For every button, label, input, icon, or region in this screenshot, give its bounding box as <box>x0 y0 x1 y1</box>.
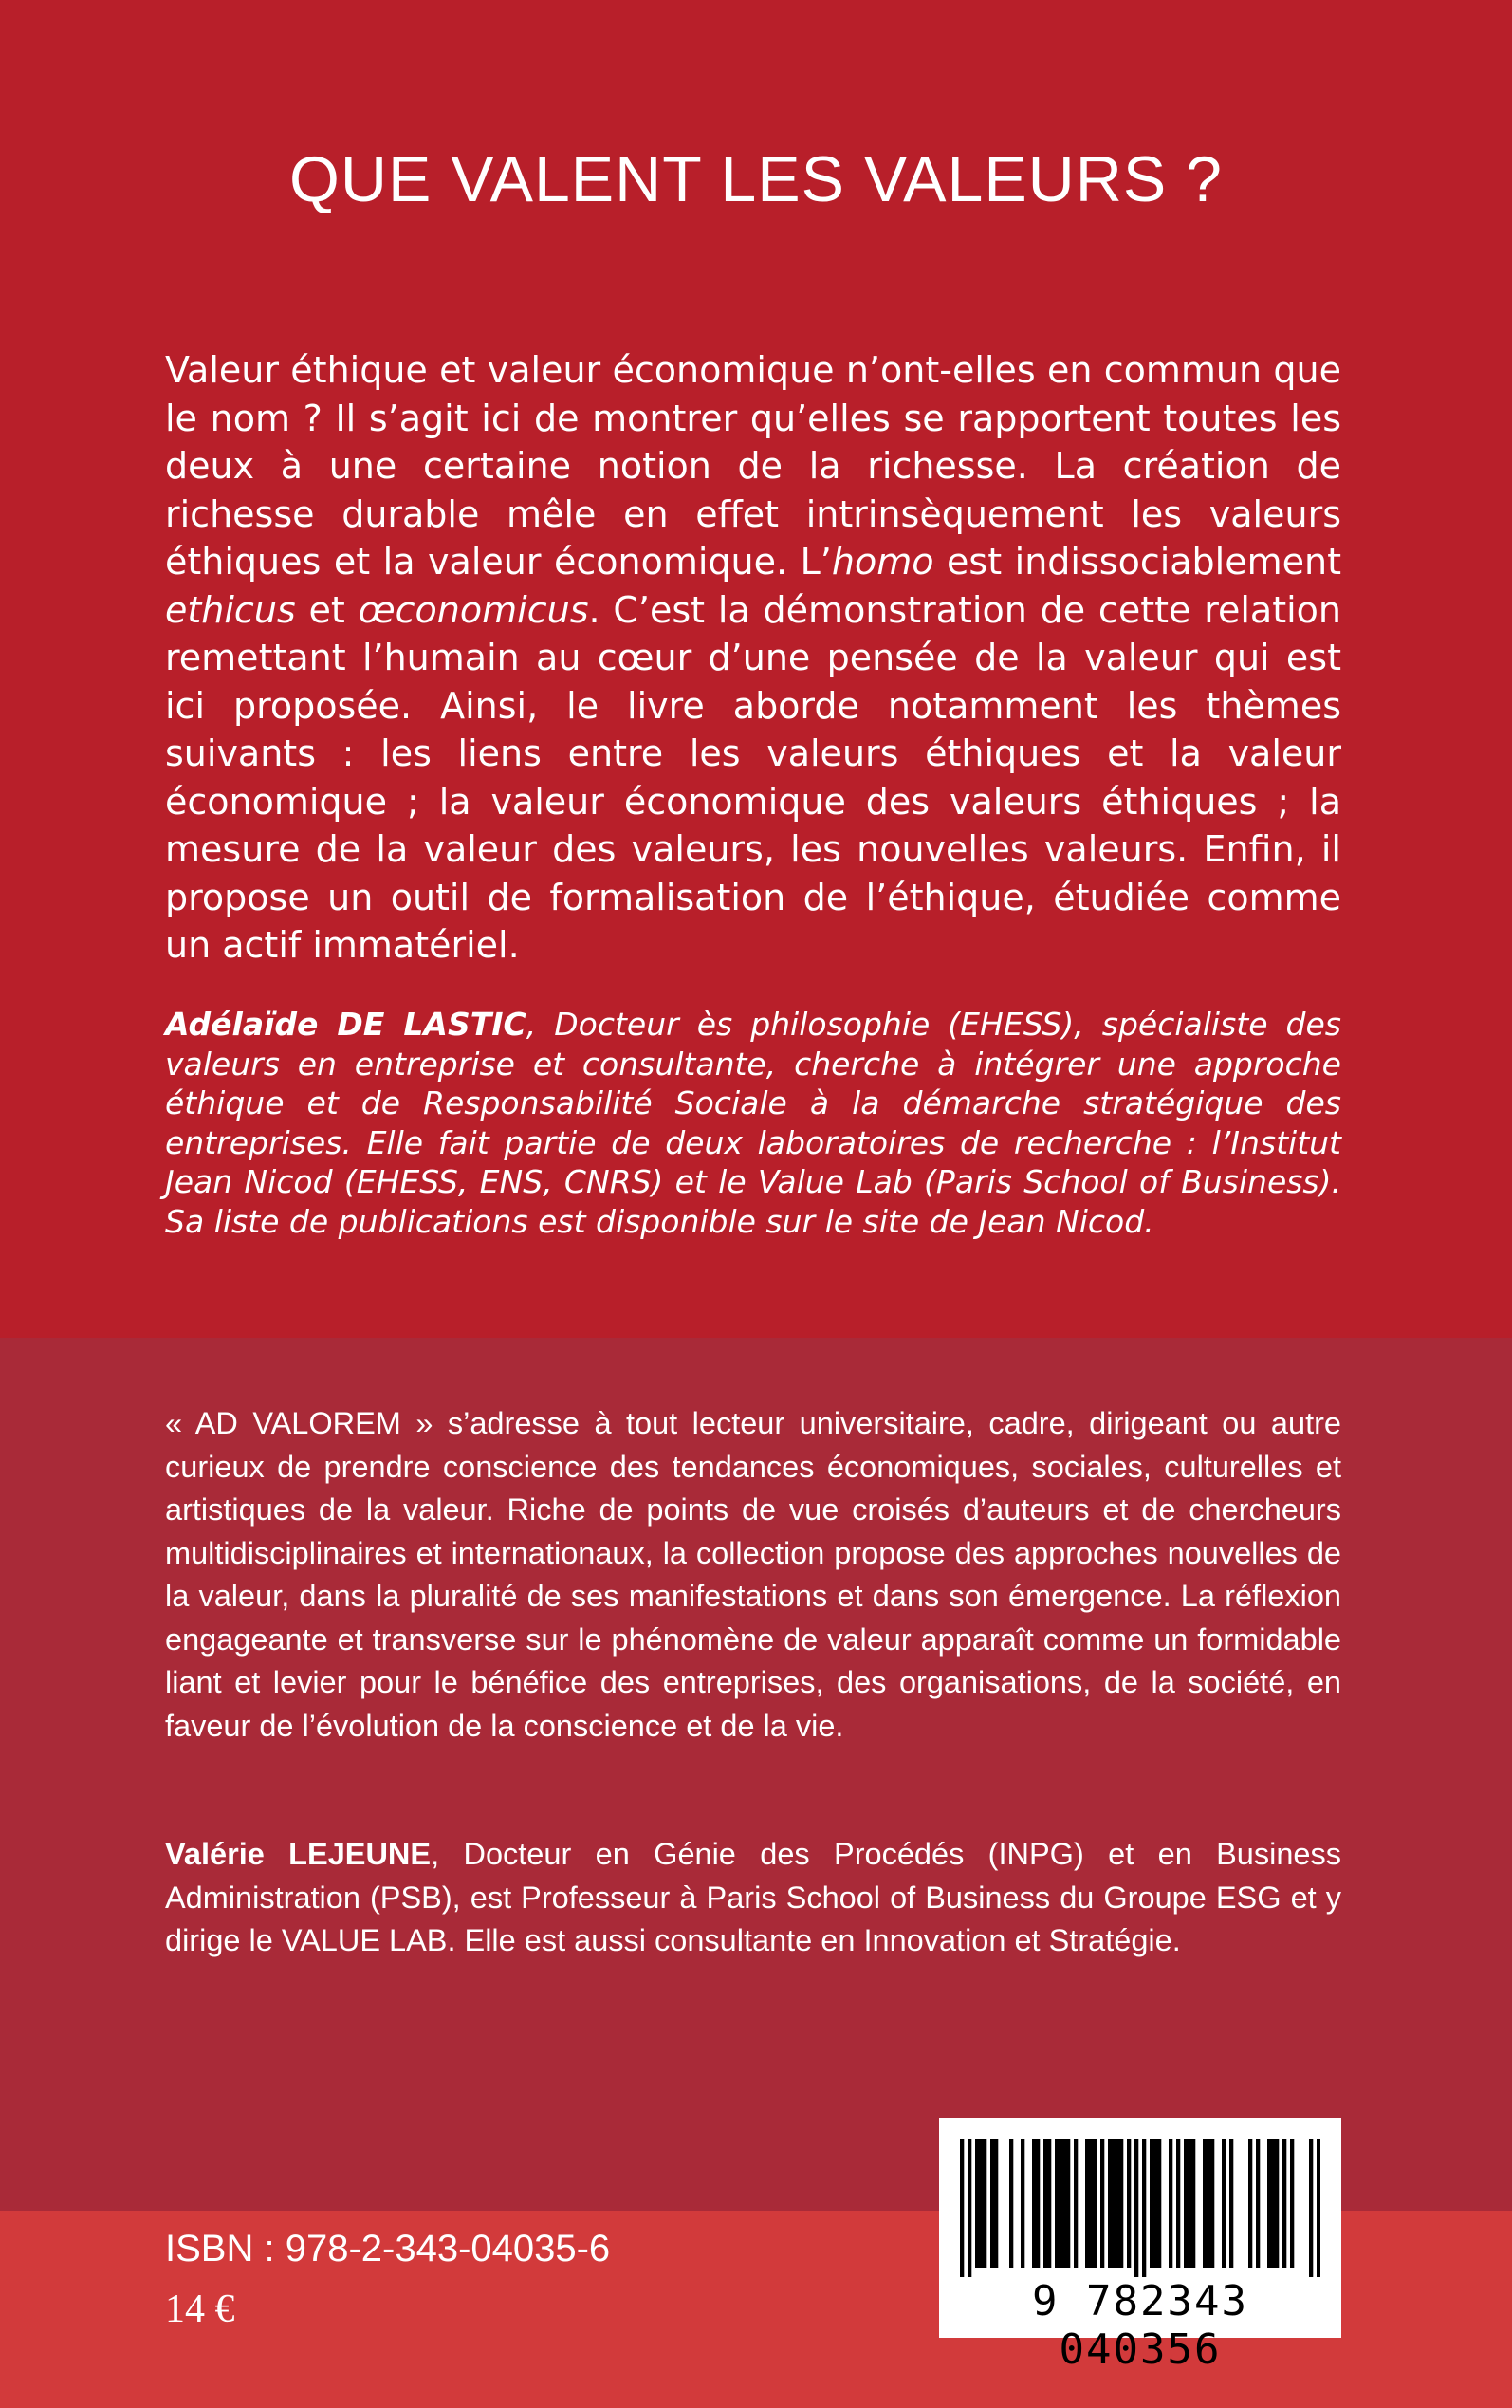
price-label: 14 € <box>165 2288 235 2331</box>
barcode-bar <box>1032 2139 1036 2268</box>
summary-text-run: est indissociablement <box>933 541 1341 583</box>
barcode-bar <box>990 2139 994 2268</box>
barcode-bar <box>1062 2139 1066 2268</box>
barcode-bar <box>1153 2139 1157 2268</box>
summary-text-run: . C’est la démonstration de cette relation remettant l’humain au cœur d’une pensée de la valeur qui est ici proposée. Ainsi, le livre aborde notamment les thèmes suivants : les liens entre les valeurs éthiques et la valeur économique ; la valeur économique des valeurs éthiques ; la mesure de la valeur des valeurs, les nouvelles valeurs. Enfin, il propose un outil de formalisation de l’éthique, étudiée comme un actif immatériel. <box>165 588 1341 966</box>
barcode-bar <box>1207 2139 1210 2268</box>
summary-italic-term: ethicus <box>165 588 296 631</box>
barcode <box>939 2118 1341 2374</box>
barcode-bar <box>1282 2139 1286 2268</box>
barcode-bar <box>1271 2139 1275 2268</box>
summary-italic-term: homo <box>831 541 934 583</box>
barcode-bar <box>1176 2139 1180 2268</box>
barcode-bar <box>1119 2139 1123 2268</box>
collection-description: « AD VALOREM » s’adresse à tout lecteur universitaire, cadre, dirigeant ou autre curieux de prendre conscience des tendances économiques, sociales, culturelles et artistiques de la valeur. Riche de points de vue croisés d’auteurs et de chercheurs multidisciplinaires et internationaux, la collection propose des approches nouvelles de la valeur, dans la pluralité de ses manifestations et dans son émergence. La réflexion engageante et transverse sur le phénomène de valeur apparaît comme un formidable liant et levier pour le bénéfice des entreprises, des organisations, de la société, en faveur de l’évolution de la conscience et de la vie. <box>165 1406 1341 1743</box>
barcode-bar <box>1290 2139 1294 2268</box>
barcode-bar <box>1059 2139 1062 2268</box>
barcode-digits: 9 782343 040356 <box>1032 2277 1248 2374</box>
summary-italic-term: œconomicus <box>358 588 589 631</box>
barcode-bar <box>1085 2139 1089 2268</box>
barcode-bar <box>968 2139 971 2277</box>
book-title: QUE VALENT LES VALEURS ? <box>289 143 1223 215</box>
barcode-bar <box>983 2139 986 2268</box>
barcode-bar <box>1093 2139 1097 2268</box>
barcode-bar <box>1021 2139 1024 2268</box>
director-name: Valérie LEJEUNE <box>165 1837 432 1871</box>
barcode-bar <box>1127 2139 1131 2268</box>
book-summary <box>165 346 1341 970</box>
barcode-bar <box>1191 2139 1195 2268</box>
barcode-bar <box>1229 2139 1233 2268</box>
barcode-bar <box>1055 2139 1059 2268</box>
barcode-bar <box>1169 2139 1172 2268</box>
barcode-bar <box>1112 2139 1116 2268</box>
barcode-bar <box>1142 2139 1146 2277</box>
barcode-bar <box>1134 2139 1138 2277</box>
barcode-bar <box>1100 2139 1104 2268</box>
barcode-bar <box>1267 2139 1271 2268</box>
barcode-bar <box>1074 2139 1078 2268</box>
barcode-bar <box>1157 2139 1161 2268</box>
barcode-bar <box>1248 2139 1252 2268</box>
barcode-bar <box>1210 2139 1214 2268</box>
barcode-bar <box>1317 2139 1320 2277</box>
barcode-bar <box>1222 2139 1226 2268</box>
barcode-bar <box>960 2139 964 2277</box>
isbn-label: ISBN : 978-2-343-04035-6 <box>165 2228 611 2269</box>
barcode-bar <box>1309 2139 1313 2277</box>
barcode-bar <box>1150 2139 1153 2268</box>
barcode-bar <box>994 2139 998 2268</box>
barcode-bar <box>1116 2139 1119 2268</box>
barcode-bar <box>1089 2139 1093 2268</box>
barcode-bar <box>1188 2139 1191 2268</box>
director-bio-text: , Docteur en Génie des Procédés (INPG) et en Business Administration (PSB), est Professeur à Paris School of Business du Groupe ESG et y dirige le VALUE LAB. Elle est aussi consultante en Innovation et Stratégie. <box>165 1837 1341 1957</box>
director-bio <box>165 1833 1341 1963</box>
barcode-bar <box>1275 2139 1279 2268</box>
barcode-bar <box>1256 2139 1260 2268</box>
summary-text-run: Valeur éthique et valeur économique n’ont-elles en commun que le nom ? Il s’agit ici de montrer qu’elles se rapportent toutes les deux à une certaine notion de la richesse. La création de richesse durable mêle en effet intrinsèquement les valeurs éthiques et la valeur économique. L’ <box>165 349 1341 583</box>
summary-text-run: et <box>295 588 359 631</box>
barcode-bar <box>1047 2139 1051 2268</box>
barcode-bar <box>1009 2139 1013 2268</box>
author-bio-text: , Docteur ès philosophie (EHESS), spécialiste des valeurs en entreprise et consultante, cherche à intégrer une approche éthique et de Responsabilité Sociale à la démarche stratégique des entreprises. Elle fait partie de deux laboratoires de recherche : l’Institut Jean Nicod (EHESS, ENS, CNRS) et le Value Lab (Paris School of Business). Sa liste de publications est disponible sur le site de Jean Nicod. <box>165 1006 1341 1240</box>
barcode-bar <box>1066 2139 1070 2268</box>
barcode-bar <box>975 2139 979 2268</box>
barcode-bars <box>960 2139 1320 2277</box>
author-bio <box>165 1005 1341 1241</box>
barcode-bar <box>1108 2139 1112 2268</box>
barcode-bar <box>979 2139 983 2268</box>
barcode-bar <box>1203 2139 1207 2268</box>
author-name: Adélaïde DE LASTIC <box>165 1006 526 1043</box>
barcode-bar <box>1036 2139 1040 2268</box>
barcode-bar <box>1043 2139 1047 2268</box>
barcode-bar <box>1184 2139 1188 2268</box>
